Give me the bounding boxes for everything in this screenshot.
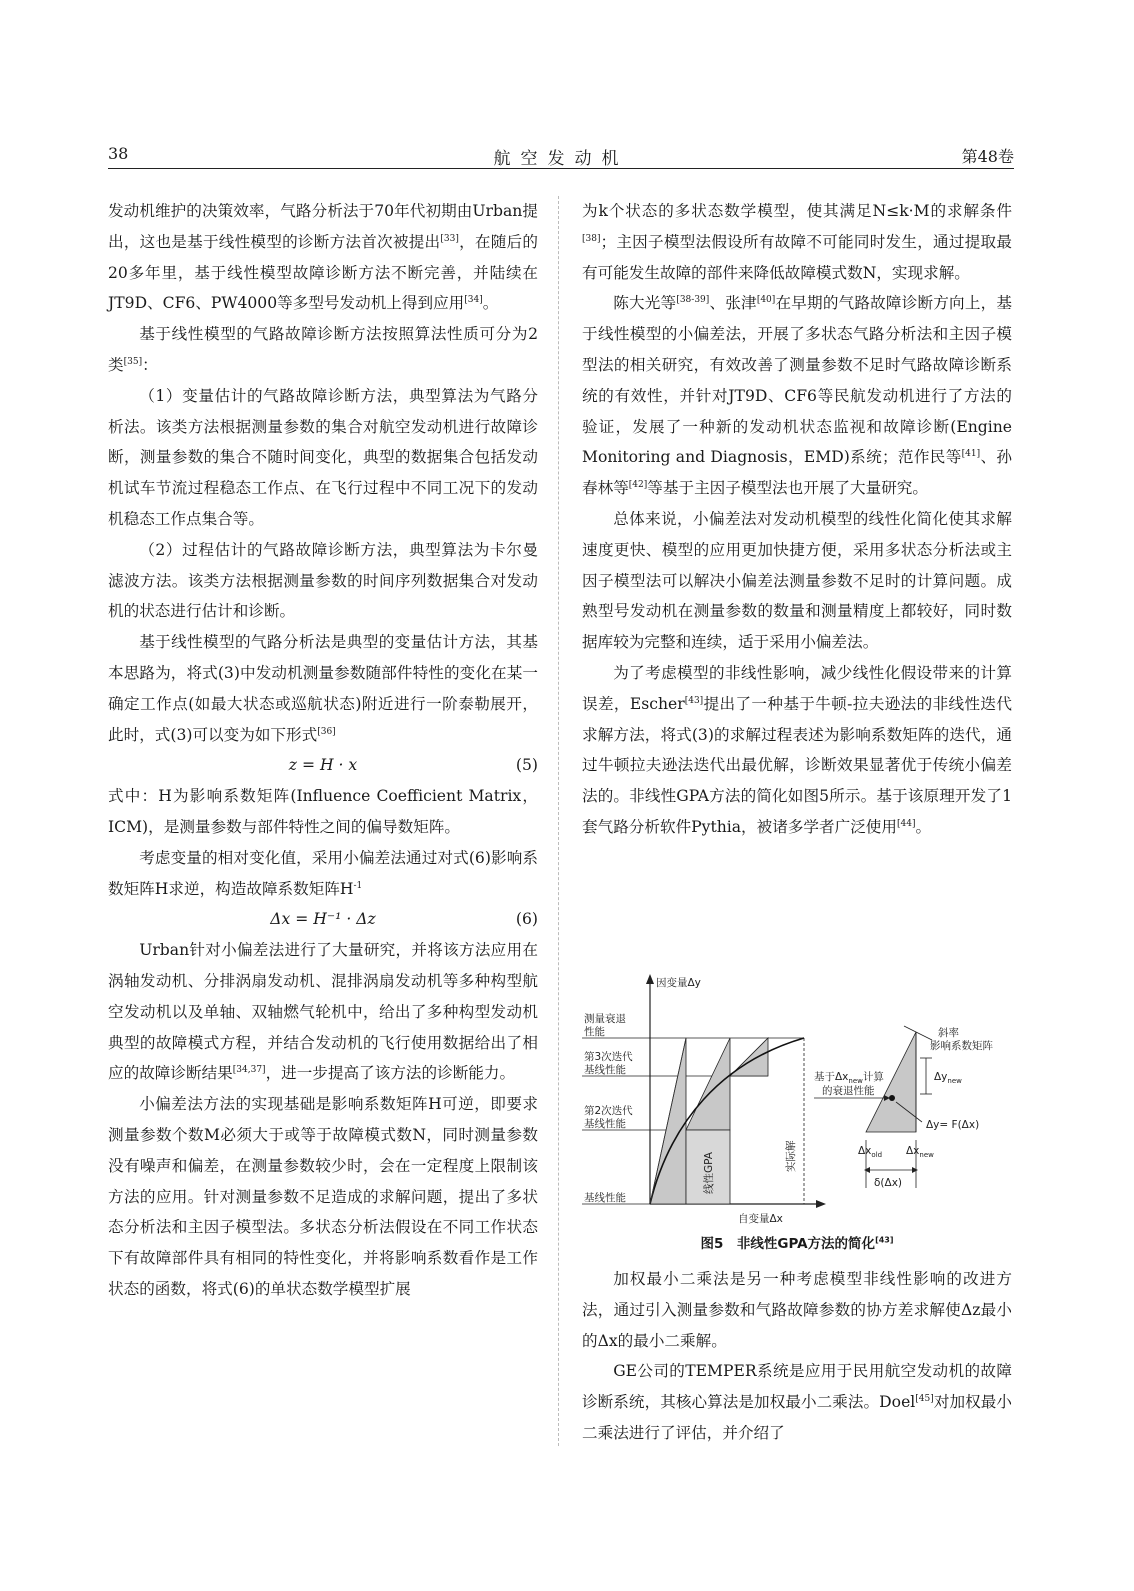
citation[interactable]: [34] bbox=[464, 295, 483, 306]
delta-arrow-left bbox=[864, 1167, 870, 1173]
slope-leader bbox=[904, 1026, 932, 1040]
paragraph: 加权最小二乘法是另一种考虑模型非线性影响的改进方法，通过引入测量参数和气路故障参数的协方差求解使Δz最小的Δx的最小二乘解。 bbox=[582, 1270, 1012, 1350]
iter2-triangle bbox=[686, 1038, 730, 1130]
label-linear-gpa: 线性GPA bbox=[703, 1152, 715, 1194]
equation-expression: Δx = H⁻¹ · Δz bbox=[270, 910, 376, 929]
x-axis-arrow bbox=[816, 1200, 826, 1208]
citation[interactable]: [38-39] bbox=[676, 295, 710, 306]
label-delta: δ(Δx) bbox=[874, 1177, 903, 1189]
label-fx: Δy= F(Δx) bbox=[926, 1119, 980, 1131]
paragraph: （1）变量估计的气路故障诊断方法，典型算法为气路分析法。该类方法根据测量参数的集合对航空发动机进行故障诊断，测量参数的集合不随时间变化，典型的数据集合包括发动机试车节流过程稳态工作点、在飞行过程中不同工况下的发动机稳态工作点集合等。 bbox=[108, 386, 538, 528]
paragraph: 式中：H为影响系数矩阵(Influence Coefficient Matrix，ICM)，是测量参数与部件特性之间的偏导数矩阵。 bbox=[108, 787, 538, 836]
paragraph: 发动机维护的决策效率，气路分析法于70年代初期由Urban提出，这也是基于线性模型的诊断方法首次被提出[33]，在随后的20多年里，基于线性模型故障诊断方法不断完善，并陆续在JT9D、CF6、PW4000等多型号发动机上得到应用[34]。 bbox=[108, 202, 538, 313]
label-measured: 测量衰退 bbox=[584, 1013, 626, 1025]
label-actual: 实际解 bbox=[785, 1140, 797, 1172]
right-column bbox=[582, 196, 1012, 843]
y-axis-arrow bbox=[646, 974, 654, 984]
column-divider bbox=[558, 196, 559, 1446]
label-iter3-b: 基线性能 bbox=[584, 1064, 626, 1076]
x-axis-label: 自变量Δx bbox=[738, 1213, 783, 1225]
citation[interactable]: [43] bbox=[684, 695, 704, 706]
label-dy: $\Delta y_{new}$ bbox=[934, 1071, 962, 1085]
journal-title: 航空发动机 bbox=[493, 149, 629, 169]
label-xold: $\Delta x_{old}$ bbox=[858, 1145, 883, 1159]
paragraph: Urban针对小偏差法进行了大量研究，并将该方法应用在涡轴发动机、分排涡扇发动机、混排涡扇发动机等多种构型航空发动机以及单轴、双轴燃气轮机中，给出了多种构型发动机典型的故障模式方程，并结合发动机的飞行使用数据给出了相应的故障诊断结果[34,37]，进一步提高了该方法的诊断能力。 bbox=[108, 941, 538, 1083]
citation[interactable]: [36] bbox=[317, 726, 336, 737]
label-calc: 基于$\Delta x_{new}$计算 bbox=[814, 1071, 884, 1085]
label-slope: 斜率 bbox=[938, 1027, 959, 1039]
citation[interactable]: [35] bbox=[123, 356, 143, 367]
paragraph: 陈大光等[38-39]、张津[40]在早期的气路故障诊断方向上，基于线性模型的小偏差法，开展了多状态气路分析法和主因子模型法的相关研究，有效改善了测量参数不足时气路故障诊断系统的有效性，并针对JT9D、CF6等民航发动机进行了方法的验证，发展了一种新的发动机状态监视和故障诊断(Engine Monitoring and Diagnosis，EMD)系统；范作民等[41]、孙春林等[42]等基于主因子模型法也开展了大量研究。 bbox=[582, 294, 1012, 498]
label-measured-2: 性能 bbox=[584, 1026, 605, 1038]
paragraph: 小偏差法方法的实现基础是影响系数矩阵H可逆，即要求测量参数个数M必须大于或等于故障模式数N，同时测量参数没有噪声和偏差，在测量参数较少时，会在一定程度上限制该方法的应用。针对测量参数不足造成的求解问题，提出了多状态分析法和主因子模型法。多状态分析法假设在不同工作状态下有故障部件具有相同的特性变化，并将影响系数看作是工作状态的函数，将式(6)的单状态数学模型扩展 bbox=[108, 1095, 538, 1298]
citation[interactable]: [45] bbox=[915, 1394, 934, 1404]
citation[interactable]: [38] bbox=[582, 233, 601, 244]
label-iter2: 第2次迭代 bbox=[584, 1105, 633, 1117]
figure-5 bbox=[582, 972, 1012, 1228]
label-slope-2: 影响系数矩阵 bbox=[930, 1040, 993, 1052]
delta-arrow-right bbox=[912, 1167, 918, 1173]
equation-6 bbox=[108, 904, 538, 935]
paragraph: 基于线性模型的气路故障诊断方法按照算法性质可分为2类[35]： bbox=[108, 325, 538, 374]
equation-number: (6) bbox=[515, 910, 538, 929]
page-number: 38 bbox=[108, 144, 129, 163]
paragraph: 为了考虑模型的非线性影响，减少线性化假设带来的计算误差，Escher[43]提出了一种基于牛顿-拉夫逊法的非线性迭代求解方法，将式(3)的求解过程表述为影响系数矩阵的迭代，通过牛顿拉夫逊法迭代出最优解，诊断效果显著优于传统小偏差法的。非线性GPA方法的简化如图5所示。基于该原理开发了1套气路分析软件Pythia，被诸多学者广泛使用[44]。 bbox=[582, 663, 1012, 836]
equation-expression: z = H · x bbox=[288, 756, 358, 775]
paragraph: GE公司的TEMPER系统是应用于民用航空发动机的故障诊断系统，其核心算法是加权最小二乘法。Doel[45]对加权最小二乘法进行了评估，并介绍了 bbox=[582, 1362, 1012, 1442]
gpa-diagram bbox=[582, 972, 1012, 1228]
left-column bbox=[108, 196, 538, 1305]
volume-label: 第48卷 bbox=[961, 147, 1014, 166]
citation[interactable]: [40] bbox=[756, 295, 776, 306]
paragraph: 总体来说，小偏差法对发动机模型的线性化简化使其求解速度更快、模型的应用更加快捷方便，采用多状态分析法或主因子模型法可以解决小偏差法测量参数不足时的计算问题。成熟型号发动机在测量参数的数量和测量精度上都较好，同时数据库较为完整和连续，适于采用小偏差法。 bbox=[582, 509, 1012, 652]
paragraph: （2）过程估计的气路故障诊断方法，典型算法为卡尔曼滤波方法。该类方法根据测量参数的时间序列数据集合对发动机的状态进行估计和诊断。 bbox=[108, 540, 538, 621]
label-base: 基线性能 bbox=[584, 1192, 626, 1204]
label-iter2-b: 基线性能 bbox=[584, 1118, 626, 1130]
equation-number: (5) bbox=[515, 756, 538, 775]
citation[interactable]: [43] bbox=[875, 1235, 894, 1245]
label-iter3: 第3次迭代 bbox=[584, 1051, 633, 1063]
paragraph: 为k个状态的多状态数学模型，使其满足N≤k·M的求解条件[38]；主因子模型法假设所有故障不可能同时发生，通过提取最有可能发生故障的部件来降低故障模式数N，实现求解。 bbox=[582, 202, 1012, 282]
citation[interactable]: [34,37] bbox=[232, 1065, 266, 1076]
y-axis-label: 因变量Δy bbox=[656, 977, 701, 989]
equation-5 bbox=[108, 750, 538, 781]
paragraph: 基于线性模型的气路分析法是典型的变量估计方法，其基本思路为，将式(3)中发动机测量参数随部件特性的变化在某一确定工作点(如最大状态或巡航状态)附近进行一阶泰勒展开，此时，式(3)可以变为如下形式[36] bbox=[108, 633, 538, 744]
right-column-lower bbox=[582, 1264, 1012, 1449]
citation[interactable]: [33] bbox=[440, 233, 459, 244]
citation[interactable]: [42] bbox=[628, 479, 648, 490]
paragraph: 考虑变量的相对变化值，采用小偏差法通过对式(6)影响系数矩阵H求逆，构造故障系数矩阵$H^{-1}$ bbox=[108, 848, 538, 898]
page-header bbox=[108, 142, 1014, 169]
label-calc-3: 的衰退性能 bbox=[822, 1085, 875, 1097]
label-xnew: $\Delta x_{new}$ bbox=[906, 1145, 934, 1159]
citation[interactable]: [41] bbox=[961, 449, 981, 460]
citation[interactable]: [44] bbox=[897, 818, 916, 829]
figure-caption: 图5 非线性GPA方法的简化[43] bbox=[700, 1235, 894, 1252]
